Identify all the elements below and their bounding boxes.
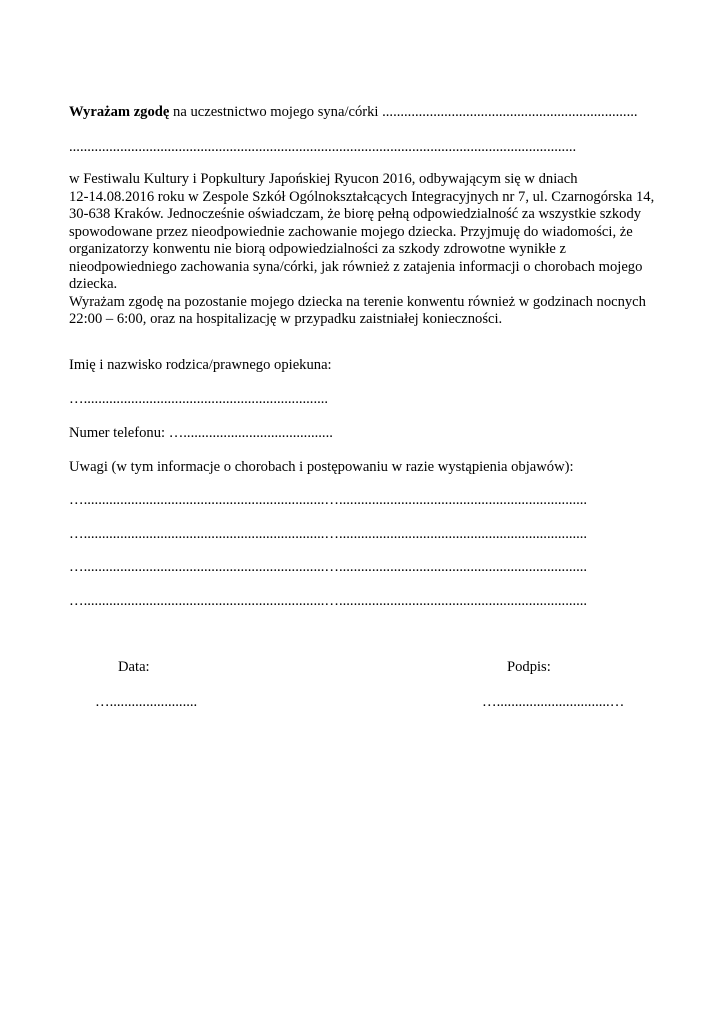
declaration-paragraph: [69, 171, 669, 329]
notes-line: …..................................................................…....................................................................: [69, 559, 588, 575]
date-label: Data:: [118, 659, 150, 675]
guardian-label: Imię i nazwisko rodzica/prawnego opiekuna:: [69, 357, 332, 373]
notes-line: …..................................................................…....................................................................: [69, 492, 588, 508]
consent-rest-text: na uczestnictwo mojego syna/córki ......................................................................: [169, 104, 638, 120]
paragraph-line: organizatorzy konwentu nie biorą odpowiedzialności za szkody zdrowotne wynikłe z: [69, 241, 566, 257]
phone-line: Numer telefonu: ….........................................: [69, 425, 333, 441]
paragraph-line: dziecka.: [69, 276, 118, 292]
notes-line: …..................................................................…....................................................................: [69, 526, 588, 542]
notes-label: Uwagi (w tym informacje o chorobach i postępowaniu w razie wystąpienia objawów):: [69, 459, 574, 475]
consent-bold-text: Wyrażam zgodę: [69, 104, 170, 120]
paragraph-line: 12-14.08.2016 roku w Zespole Szkół Ogólnokształcących Integracyjnych nr 7, ul. Czarnogórska 14,: [69, 188, 655, 205]
guardian-field: …...................................................................: [69, 391, 329, 407]
consent-line: [69, 104, 638, 122]
notes-line: …..................................................................…....................................................................: [69, 593, 588, 609]
paragraph-line: 22:00 – 6:00, oraz na hospitalizację w przypadku zaistniałej konieczności.: [69, 311, 503, 327]
paragraph-line: 30-638 Kraków. Jednocześnie oświadczam, że biorę pełną odpowiedzialność za wszystkie szkody: [69, 206, 642, 222]
paragraph-line: spowodowane przez nieodpowiednie zachowanie mojego dziecka. Przyjmuję do wiadomości, że: [69, 223, 633, 240]
signature-field: …...............................…: [482, 694, 625, 710]
paragraph-line: Wyrażam zgodę na pozostanie mojego dziecka na terenie konwentu również w godzinach nocnych: [69, 293, 646, 310]
child-name-dots: ...........................................................................................................................................: [69, 139, 577, 155]
signature-label: Podpis:: [507, 659, 551, 675]
paragraph-line: w Festiwalu Kultury i Popkultury Japońskiej Ryucon 2016, odbywającym się w dniach: [69, 171, 578, 187]
paragraph-line: nieodpowiedniego zachowania syna/córki, jak również z zatajenia informacji o chorobach mojego: [69, 258, 643, 275]
date-field: …........................: [95, 694, 198, 710]
